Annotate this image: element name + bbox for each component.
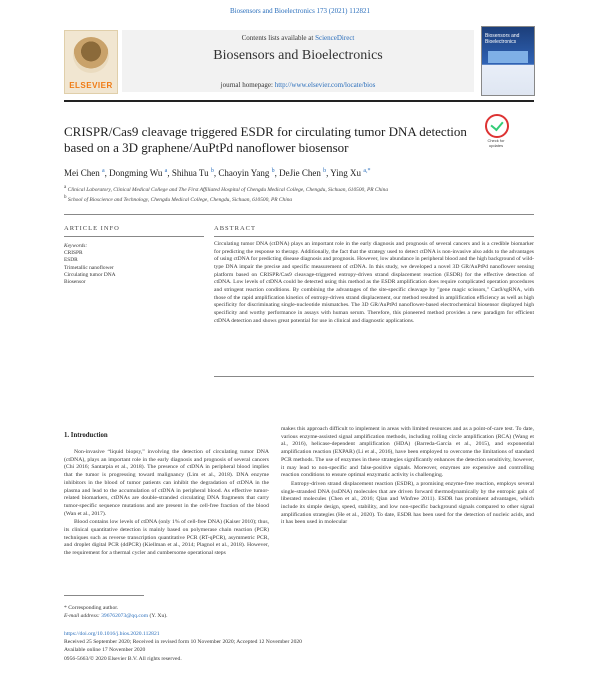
- header-rule: [64, 100, 534, 102]
- email-label: E-mail address:: [64, 613, 100, 619]
- author[interactable]: Ying Xu $^{a,*}$: [330, 168, 371, 178]
- footnote-rule: [64, 595, 144, 596]
- body-column-right: [281, 426, 534, 527]
- cover-title: Biosensors and Bioelectronics: [485, 33, 520, 45]
- author[interactable]: Mei Chen $^a$: [64, 168, 105, 178]
- cover-image: [488, 51, 528, 63]
- corresponding-label: * Corresponding author.: [64, 605, 119, 611]
- elsevier-tree-icon: [73, 37, 109, 73]
- homepage-prefix: journal homepage:: [220, 81, 273, 89]
- section-rule: [64, 214, 534, 215]
- journal-reference[interactable]: Biosensors and Bioelectronics 173 (2021) 112821: [230, 7, 370, 15]
- homepage-link[interactable]: http://www.elsevier.com/locate/bios: [274, 81, 376, 89]
- received-dates: Received 25 September 2020; Received in revised form 10 November 2020; Accepted 12 November 2020: [64, 639, 302, 646]
- affiliations: [64, 184, 534, 204]
- elsevier-logo: [64, 30, 118, 94]
- homepage-line: [122, 81, 474, 89]
- keyword: CRISPR: [64, 250, 83, 257]
- email-suffix: (Y. Xu).: [149, 613, 168, 619]
- introduction-heading: 1. Introduction: [64, 432, 108, 439]
- abstract-text: Circulating tumor DNA (ctDNA) plays an important role in the early diagnosis and prognosis of several cancers and is a credible biomarker for predicting the response to therapy. Additionally, the fact that the strategy used to detect ctDNA is non-invasive also adds to the advantages of using ctDNA for predicting disease diagnosis and prognosis. However, low abundance in peripheral blood and the high background of wild-type DNA impair the precise and specific measurement of ctDNA. In this study, we developed a novel 3D GR/AuPtPd nanoflower sensing platform based on CRISPR/Cas9 cleavage-triggered entropy-driven strand displacement reaction (ESDR) for the effective detection of ctDNA. Low levels of ctDNA could be detected using this method as the ESDR amplification does require complicated operation procedures and stringent reaction conditions. By combining the advantages of the site-specific cleavage by "gene magic scissors," Cas9/sgRNA, with those of the rapid amplification kinetics of entropy-driven strand displacement, our method resulted in amplification efficiency as well as high specificity for discriminating single-nucleotide mismatches. The 3D GR/AuPtPd nanoflower-based electrochemical biosensor displayed high specificity and worthy performance in assays with human serum. Therefore, this pioneered method provides a new paradigm for efficient ctDNA detection and shows great potential for use in clinical and diagnostic applications.: [214, 241, 534, 324]
- abstract-rule: [214, 236, 534, 237]
- email-link[interactable]: 396762073@qq.com: [101, 613, 149, 619]
- elsevier-wordmark: ELSEVIER: [69, 81, 113, 90]
- check-updates-icon: [485, 114, 509, 138]
- sciencedirect-link[interactable]: ScienceDirect: [315, 34, 355, 42]
- author[interactable]: DeJie Chen $^b$: [279, 168, 327, 178]
- corresponding-author-note: [64, 604, 534, 620]
- body-paragraph: makes this approach difficult to implement in areas with limited resources and as a point-of-care test. To date, various enzyme-assisted signal amplification methods, including rolling circle amplification (RCA) (Wang et al., 2016), helicase-dependent amplification (HDA) (Barreda-García et al., 2015), and exponential amplification reaction (EXPAR) (Li et al., 2016), have been employed to overcome the limitations of standard PCR methods. The use of enzymes in these strategies significantly enhances the detection sensitivity, however, it may lead to non-specific and false-positive signals. Moreover, enzymes are expensive and controlling reaction conditions to ensure optimal enzymatic activity is challenging.: [281, 426, 534, 479]
- copyright-line: 0956-5663/© 2020 Elsevier B.V. All rights reserved.: [64, 655, 182, 662]
- keywords-list: [64, 243, 204, 286]
- email-line: [64, 612, 534, 620]
- body-paragraph: Non-invasive “liquid biopsy,” involving the detection of circulating tumor DNA (ctDNA), plays an important role in the early diagnosis and prognosis of several cancers (Chi 2016; Santarpia et al., 2018). The presence of ctDNA in peripheral blood implies that the tumor is progressing toward malignancy (Lim et al., 2018). DNA enzyme inhibitors in the blood of tumor patients can inhibit the degradation of ctDNA in the plasma and lead to the accumulation of ctDNA in peripheral blood. As effective tumor-related biomarkers, ctDNAs are double-stranded circulating DNA fragments that carry tumor-specific sequence mutations and are present in the cell-free fraction of the blood (Wan et al., 2017).: [64, 449, 269, 517]
- article-info-heading: ARTICLE INFO: [64, 225, 120, 232]
- journal-cover-thumbnail[interactable]: [481, 26, 535, 96]
- body-column-left: [64, 449, 269, 558]
- keyword: ESDR: [64, 257, 78, 264]
- body-paragraph: Blood contains low levels of ctDNA (only 1% of cell-free DNA) (Kaiser 2010); thus, its clinical quantitative detection is mainly based on polymerase chain reaction (PCR) techniques such as reverse transcription quantitative PCR (RT-qPCR), asymmetric PCR, and droplet digital PCR (ddPCR) (Kiellman et al., 2014; Plagnol et al., 2018). However, the requirement for a thermal cycler and cumbersome operational steps: [64, 519, 269, 557]
- contents-prefix: Contents lists available at: [241, 34, 314, 42]
- journal-title: Biosensors and Bioelectronics: [213, 48, 383, 63]
- abstract-bottom-rule: [214, 376, 534, 377]
- check-updates-label: Check for updates: [487, 138, 505, 148]
- contents-line: [122, 34, 474, 42]
- author[interactable]: Shihua Tu $^b$: [171, 168, 214, 178]
- doi-link[interactable]: https://doi.org/10.1016/j.bios.2020.112821: [64, 631, 160, 637]
- available-online: Available online 17 November 2020: [64, 647, 146, 654]
- keywords-label: Keywords:: [64, 243, 88, 249]
- abstract-heading: ABSTRACT: [214, 225, 256, 232]
- author-list: Mei Chen $^a$, Dongming Wu $^a$, Shihua Tu $^b$, Chaoyin Yang $^b$, DeJie Chen $^b$, Ying Xu $^{a,*}$: [64, 168, 371, 178]
- keyword: Trimetallic nanoflower: [64, 264, 114, 271]
- author[interactable]: Chaoyin Yang $^b$: [218, 168, 275, 178]
- paper-title: CRISPR/Cas9 cleavage triggered ESDR for circulating tumor DNA detection based on a 3D graphene/AuPtPd nanoflower biosensor: [64, 124, 467, 155]
- affiliation-item: $^a$ Clinical Laboratory, Clinical Medical College and The First Affiliated Hospital of Chengdu Medical College, Chengdu, Sichuan, 610500, PR China: [64, 185, 389, 193]
- keyword: Biosensor: [64, 279, 86, 286]
- affiliation-item: $^b$ School of Bioscience and Technology, Chengdu Medical College, Chengdu, Sichuan, 610500, PR China: [64, 194, 293, 203]
- body-paragraph: Entropy-driven strand displacement reaction (ESDR), a promising enzyme-free reaction, employs several single-stranded DNA (ssDNA) molecules that are driven forward thermodynamically by the entropic gain of liberated molecules (Chen et al., 2016; Qian and Winfree 2011). ESDR has prominent advantages, which include its simple design, speed, stability, and low non-specific background signals compared to other signal amplification strategies (He et al., 2020). To date, ESDR has been used for the detection of nucleic acids, and it has been used in molecular: [281, 480, 534, 526]
- check-for-updates-button[interactable]: [481, 114, 511, 148]
- author[interactable]: Dongming Wu $^a$: [109, 168, 168, 178]
- article-info-rule: [64, 236, 204, 237]
- keyword: Circulating tumor DNA: [64, 271, 116, 278]
- article-history: [64, 630, 534, 663]
